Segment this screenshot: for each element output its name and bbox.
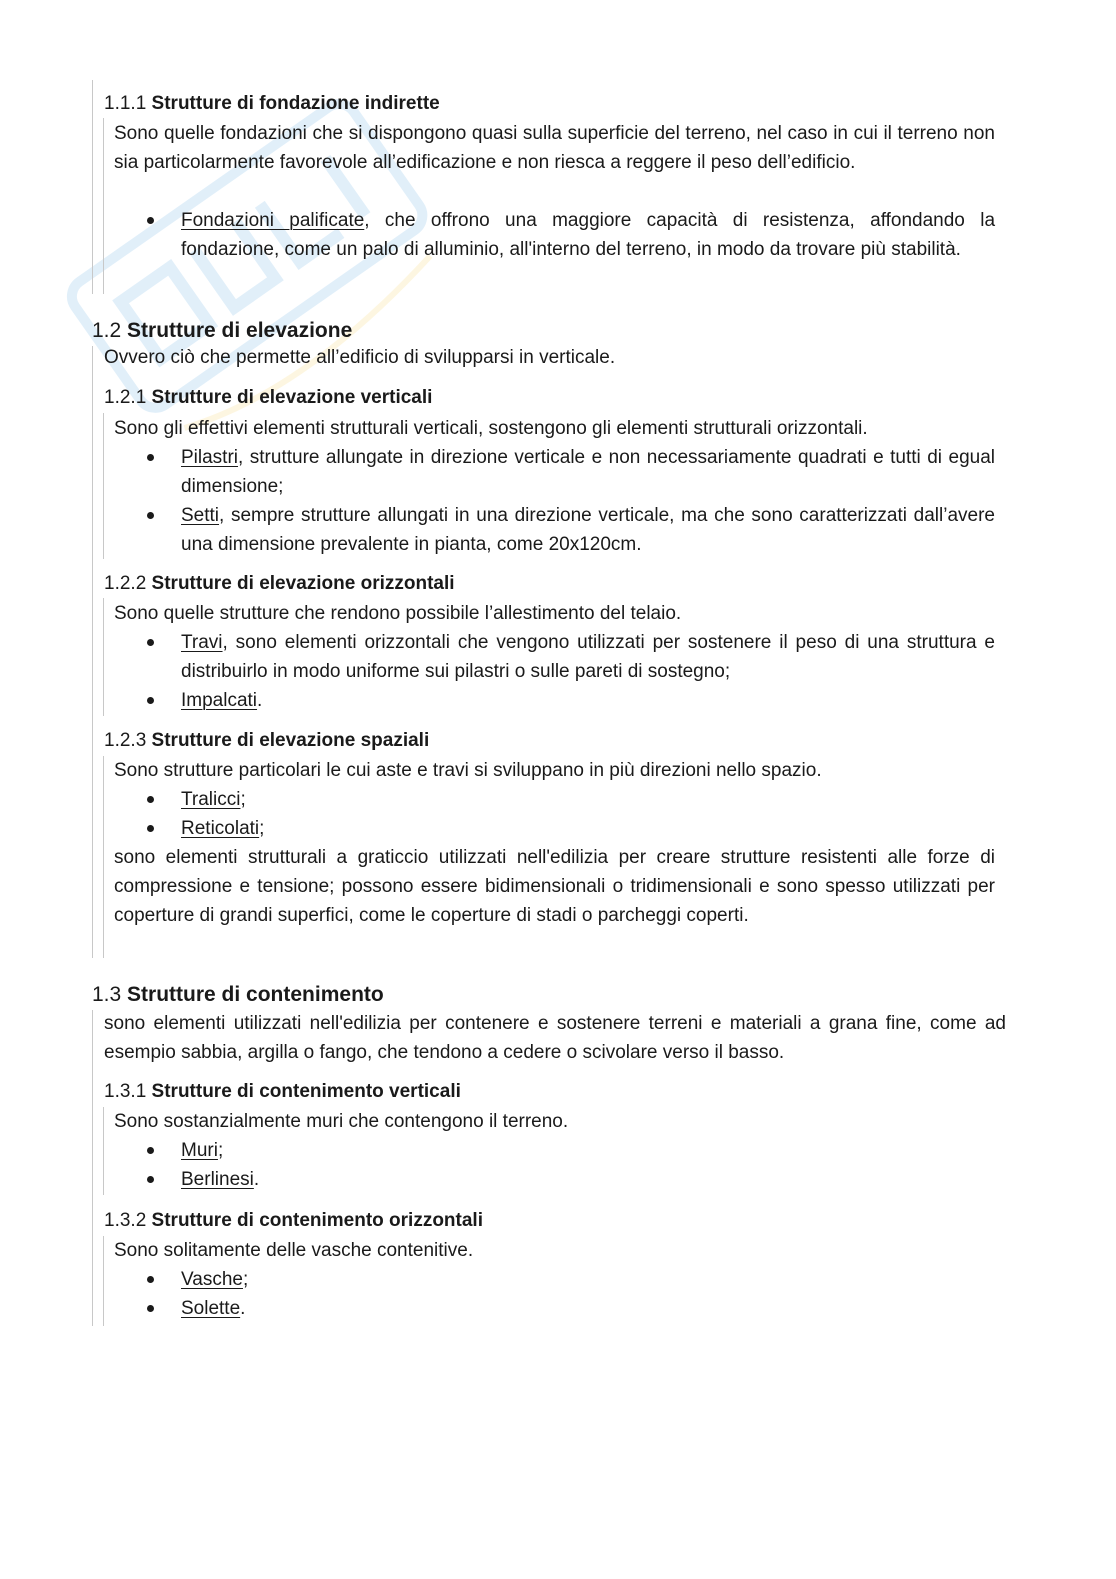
list-item <box>181 1265 995 1294</box>
list-text: . <box>257 690 263 711</box>
heading-1-1-1 <box>104 92 440 116</box>
section-rule <box>92 1010 93 1326</box>
list-term: Solette <box>181 1298 241 1319</box>
heading-title: Strutture di contenimento <box>127 983 384 1006</box>
list-text: . <box>240 1298 246 1319</box>
heading-number: 1.3 <box>92 983 122 1006</box>
bullet-dot <box>147 217 154 224</box>
list-item <box>181 443 995 501</box>
subsection-rule <box>103 413 104 559</box>
section-rule <box>92 80 93 294</box>
list-text: ; <box>259 818 265 839</box>
heading-title: Strutture di elevazione spaziali <box>151 730 430 751</box>
paragraph: Sono solitamente delle vasche contenitive. <box>114 1240 474 1261</box>
heading-title: Strutture di contenimento orizzontali <box>151 1210 483 1231</box>
list-text: , strutture allungate in direzione verticale e non necessariamente quadrati e tutti di egual dimensione; <box>181 447 995 497</box>
list-item <box>181 628 995 686</box>
bullet-dot <box>147 796 154 803</box>
bullet-dot <box>147 1176 154 1183</box>
list-text: . <box>253 1169 260 1190</box>
subsection-rule <box>103 756 104 958</box>
heading-1-3-2 <box>104 1209 483 1233</box>
list-text: ; <box>240 789 246 810</box>
paragraph: Sono quelle strutture che rendono possibile l’allestimento del telaio. <box>114 603 682 624</box>
subsection-rule <box>103 598 104 716</box>
heading-number: 1.1.1 <box>104 93 147 114</box>
heading-number: 1.2 <box>92 319 122 342</box>
heading-number: 1.3.2 <box>104 1210 147 1231</box>
subsection-rule <box>103 1107 104 1195</box>
paragraph: sono elementi strutturali a graticcio utilizzati nell'edilizia per creare strutture resistenti alle forze di compressione e tensione; possono essere bidimensionali o tridimensionali e sono spesso utilizzati per coperture di grandi superfici, come le coperture di stadi o parcheggi coperti. <box>114 847 995 926</box>
list-item <box>181 686 995 715</box>
list-term: Setti <box>181 505 220 526</box>
list-text: ; <box>217 1140 224 1161</box>
list-item <box>181 785 995 814</box>
heading-number: 1.2.3 <box>104 730 147 751</box>
paragraph: Sono strutture particolari le cui aste e travi si sviluppano in più direzioni nello spazio. <box>114 760 822 781</box>
bullet-dot <box>147 825 154 832</box>
heading-number: 1.2.1 <box>104 387 147 408</box>
paragraph: sono elementi utilizzati nell'edilizia per contenere e sostenere terreni e materiali a grana fine, come ad esempio sabbia, argilla o fango, che tendono a cedere o scivolare verso il basso. <box>104 1013 1006 1063</box>
paragraph: Sono sostanzialmente muri che contengono il terreno. <box>114 1111 569 1132</box>
list-text: , sono elementi orizzontali che vengono utilizzati per sostenere il peso di una struttura e distribuirlo in modo uniforme sui pilastri o sulle pareti di sostegno; <box>181 632 995 682</box>
bullet-dot <box>147 454 154 461</box>
subsection-rule <box>103 1236 104 1326</box>
bullet-dot <box>147 697 154 704</box>
heading-1-3 <box>92 982 384 1008</box>
heading-1-2 <box>92 318 352 344</box>
paragraph: Sono quelle fondazioni che si dispongono quasi sulla superficie del terreno, nel caso in cui il terreno non sia particolarmente favorevole all’edificazione e non riesca a reggere il peso dell’edificio. <box>114 123 995 173</box>
list-item <box>181 1294 995 1323</box>
paragraph: Ovvero ciò che permette all’edificio di svilupparsi in verticale. <box>104 347 616 368</box>
bullet-dot <box>147 1276 154 1283</box>
bullet-dot <box>147 1305 154 1312</box>
bullet-dot <box>147 639 154 646</box>
list-term: Travi <box>181 632 223 653</box>
list-term: Berlinesi <box>181 1169 254 1190</box>
list-text: ; <box>242 1269 249 1290</box>
heading-title: Strutture di elevazione verticali <box>151 387 433 408</box>
heading-1-3-1 <box>104 1080 461 1104</box>
paragraph: Sono gli effettivi elementi strutturali verticali, sostengono gli elementi strutturali orizzontali. <box>114 418 868 439</box>
list-term: Fondazioni palificate <box>181 210 365 231</box>
list-term: Reticolati <box>181 818 260 839</box>
heading-number: 1.2.2 <box>104 573 147 594</box>
heading-1-2-3 <box>104 729 429 753</box>
bullet-dot <box>147 1147 154 1154</box>
list-item <box>181 206 995 264</box>
heading-title: Strutture di contenimento verticali <box>151 1081 461 1102</box>
list-term: Muri <box>181 1140 218 1161</box>
heading-number: 1.3.1 <box>104 1081 147 1102</box>
heading-title: Strutture di fondazione indirette <box>151 93 440 114</box>
list-text: , sempre strutture allungati in una direzione verticale, ma che sono caratterizzati dall’avere una dimensione prevalente in pianta, come 20x120cm. <box>181 505 995 555</box>
list-item <box>181 1136 995 1165</box>
list-item <box>181 1165 995 1194</box>
heading-1-2-1 <box>104 386 432 410</box>
heading-title: Strutture di elevazione orizzontali <box>151 573 455 594</box>
list-term: Vasche <box>181 1269 243 1290</box>
section-rule <box>92 346 93 958</box>
subsection-rule <box>103 118 104 294</box>
heading-1-2-2 <box>104 572 455 596</box>
list-text: , che offrono una maggiore capacità di resistenza, affondando la fondazione, come un palo di alluminio, all'interno del terreno, in modo da trovare più stabilità. <box>181 210 996 260</box>
list-term: Pilastri <box>181 447 239 468</box>
list-item <box>181 501 995 559</box>
bullet-dot <box>147 512 154 519</box>
list-term: Impalcati <box>181 690 258 711</box>
list-item <box>181 814 995 843</box>
heading-title: Strutture di elevazione <box>127 319 353 342</box>
list-term: Tralicci <box>181 789 241 810</box>
